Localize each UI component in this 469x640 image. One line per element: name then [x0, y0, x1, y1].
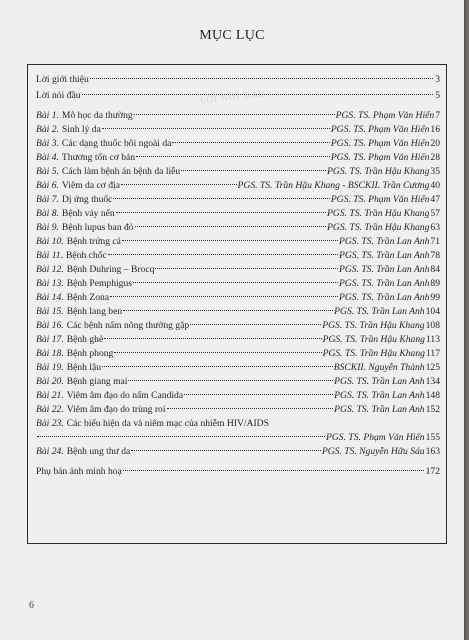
lesson-number: Bài 1.: [36, 110, 59, 121]
lesson-title: Bệnh chốc: [66, 250, 107, 261]
lesson-author: PGS. TS. Phạm Văn Hiển: [330, 138, 430, 149]
lesson-number: Bài 7.: [36, 194, 59, 205]
page-reference: 152: [425, 404, 440, 415]
dot-leader: [131, 450, 321, 451]
lesson-author: PGS. TS. Trần Lan Anh: [334, 376, 425, 387]
page-reference: 40: [430, 180, 440, 191]
lesson-number: Bài 9.: [36, 222, 59, 233]
dot-leader: [184, 394, 333, 395]
toc-entry: [36, 333, 440, 347]
page-reference: 47: [430, 194, 440, 205]
dot-leader: [133, 282, 338, 283]
lesson-number: Bài 17.: [36, 334, 64, 345]
lesson-number: Bài 4.: [36, 152, 59, 163]
lesson-author: PGS. TS. Phạm Văn Hiển: [330, 152, 430, 163]
lesson-title: Viêm âm đạo do trùng roi: [66, 404, 166, 415]
lesson-author: PGS. TS. Phạm Văn Hiển: [330, 194, 430, 205]
lesson-author: PGS. TS. Trần Lan Anh: [338, 278, 430, 289]
lesson-title: Viêm âm đạo do nấm Candida: [66, 390, 184, 401]
lesson-title: Thương tổn cơ bản: [61, 152, 136, 163]
lesson-author: PGS. TS. Trần Lan Anh: [334, 306, 425, 317]
page-reference: 63: [430, 222, 440, 233]
lesson-title: Bệnh ghẻ: [66, 334, 104, 345]
lesson-number: Bài 24.: [36, 446, 64, 457]
page-reference: 7: [435, 110, 440, 121]
lesson-number: Bài 21.: [36, 390, 64, 401]
lesson-title: Phụ bản ảnh minh hoạ: [36, 466, 122, 477]
toc-entry: [36, 465, 440, 479]
lesson-number: Bài 22.: [36, 404, 64, 415]
dot-leader: [122, 240, 338, 241]
page-reference: 163: [425, 446, 440, 457]
page-title: MỤC LỤC: [199, 28, 265, 43]
page-reference: 35: [430, 166, 440, 177]
toc-entry: [36, 347, 440, 361]
toc-entry: [36, 431, 440, 445]
lesson-number: Bài 19.: [36, 362, 64, 373]
toc-entry: [36, 151, 440, 165]
page-reference: 89: [430, 278, 440, 289]
lesson-author: PGS. TS. Nguyễn Hữu Sáu: [321, 446, 425, 457]
toc-entry: [36, 277, 440, 291]
lesson-number: Bài 13.: [36, 278, 64, 289]
lesson-author: PGS. TS. Trần Hậu Khang: [322, 348, 425, 359]
page-number: 6: [29, 600, 34, 611]
page-reference: 71: [430, 236, 440, 247]
lesson-author: PGS. TS. Trần Lan Anh: [338, 264, 430, 275]
page-reference: 57: [430, 208, 440, 219]
lesson-author: PGS. TS. Phạm Văn Hiển: [326, 432, 425, 443]
lesson-number: Bài 3.: [36, 138, 59, 149]
lesson-author: PGS. TS. Trần Hậu Khang: [322, 334, 425, 345]
toc-entry: [36, 221, 440, 235]
toc-entry: [36, 291, 440, 305]
page-reference: 108: [425, 320, 440, 331]
dot-leader: [123, 310, 333, 311]
lesson-title: Dị ứng thuốc: [61, 194, 113, 205]
toc-entry: [36, 389, 440, 403]
lesson-title: Lời giới thiệu: [36, 74, 89, 85]
dot-leader: [102, 128, 330, 129]
bleed-through-text: LỜI NÓI ĐẦU: [199, 88, 267, 106]
toc-entry: [36, 109, 440, 123]
page-reference: 104: [425, 306, 440, 317]
lesson-number: Bài 8.: [36, 208, 59, 219]
lesson-title: Các bệnh nấm nông thường gặp: [66, 320, 190, 331]
lesson-number: Bài 11.: [36, 250, 64, 261]
dot-leader: [134, 114, 335, 115]
lesson-author: PGS. TS. Trần Lan Anh: [334, 404, 425, 415]
lesson-number: Bài 18.: [36, 348, 64, 359]
dot-leader: [108, 254, 338, 255]
page-reference: 117: [425, 348, 440, 359]
dot-leader: [90, 78, 433, 79]
lesson-author: PGS. TS. Trần Hậu Khang: [322, 320, 425, 331]
page-reference: 16: [430, 124, 440, 135]
toc-entry: [36, 249, 440, 263]
page-reference: 3: [435, 74, 440, 85]
toc-entry: [36, 417, 440, 431]
dot-leader: [128, 380, 333, 381]
lesson-title: Bệnh trứng cá: [66, 236, 121, 247]
lesson-author: PGS. TS. Trần Hậu Khang - BSCKII. Trần Cương: [237, 180, 430, 191]
lesson-author: PGS. TS. Trần Lan Anh: [334, 390, 425, 401]
lesson-author: BSCKII. Nguyễn Thành: [333, 362, 425, 373]
toc-entry: [36, 73, 440, 87]
toc-entry: [36, 403, 440, 417]
dot-leader: [167, 408, 334, 409]
lesson-title: Bệnh vảy nến: [61, 208, 115, 219]
page-reference: 20: [430, 138, 440, 149]
toc-frame: [27, 64, 447, 544]
lesson-title: Bệnh ung thư da: [66, 446, 131, 457]
dot-leader: [181, 170, 326, 171]
page-reference: 172: [425, 466, 440, 477]
toc-entry: [36, 123, 440, 137]
dot-leader: [114, 352, 321, 353]
lesson-title: Bệnh lậu: [66, 362, 102, 373]
lesson-author: PGS. TS. Trần Lan Anh: [338, 250, 430, 261]
page-reference: 113: [425, 334, 440, 345]
dot-leader: [155, 268, 338, 269]
toc-entry: [36, 319, 440, 333]
lesson-title: Bệnh Pemphigus: [66, 278, 133, 289]
lesson-number: Bài 6.: [36, 180, 59, 191]
toc-entry: [36, 263, 440, 277]
page-reference: 155: [425, 432, 440, 443]
page-reference: 5: [435, 90, 440, 101]
lesson-title: Bệnh Duhring – Brocq: [66, 264, 155, 275]
toc-entry: [36, 375, 440, 389]
lesson-title: Bệnh lupus ban đỏ: [61, 222, 134, 233]
lesson-title: Viêm da cơ địa: [61, 180, 120, 191]
toc-entry: [36, 165, 440, 179]
lesson-title: Mô học da thường: [61, 110, 133, 121]
dot-leader: [172, 142, 329, 143]
toc-entry: [36, 305, 440, 319]
toc-entry: [36, 137, 440, 151]
dot-leader: [190, 324, 321, 325]
lesson-author: PGS. TS. Trần Hậu Khang: [327, 222, 430, 233]
toc-entry: [36, 445, 440, 459]
lesson-author: PGS. TS. Phạm Văn Hiển: [330, 124, 430, 135]
page-reference: 134: [425, 376, 440, 387]
dot-leader: [136, 156, 330, 157]
dot-leader: [116, 212, 326, 213]
toc-entry: [36, 361, 440, 375]
lesson-author: PGS. TS. Trần Hậu Khang: [327, 208, 430, 219]
page-reference: 84: [430, 264, 440, 275]
lesson-number: Bài 14.: [36, 292, 64, 303]
dot-leader: [123, 470, 424, 471]
dot-leader: [135, 226, 326, 227]
page-reference: 99: [430, 292, 440, 303]
lesson-title: Bệnh Zona: [66, 292, 110, 303]
lesson-number: Bài 16.: [36, 320, 64, 331]
dot-leader: [82, 94, 434, 95]
page-reference: 78: [430, 250, 440, 261]
lesson-number: Bài 2.: [36, 124, 59, 135]
lesson-author: PGS. TS. Trần Hậu Khang: [327, 166, 430, 177]
lesson-title: Bệnh giang mai: [66, 376, 128, 387]
toc-entry: [36, 89, 440, 103]
toc-entry: [36, 193, 440, 207]
lesson-number: Bài 15.: [36, 306, 64, 317]
lesson-title: Lời nói đầu: [36, 90, 81, 101]
toc-entry: [36, 235, 440, 249]
lesson-title: Cách làm bệnh án bệnh da liễu: [61, 166, 181, 177]
lesson-number: Bài 23.: [36, 418, 64, 429]
dot-leader: [37, 436, 325, 437]
lesson-title: Sinh lý da: [61, 124, 101, 135]
toc-entry: [36, 207, 440, 221]
dot-leader: [110, 296, 338, 297]
page-reference: 28: [430, 152, 440, 163]
lesson-title: Các dạng thuốc bôi ngoài da: [61, 138, 172, 149]
dot-leader: [102, 366, 333, 367]
page-reference: 148: [425, 390, 440, 401]
lesson-number: Bài 5.: [36, 166, 59, 177]
dot-leader: [104, 338, 321, 339]
lesson-title: Bệnh phong: [66, 348, 114, 359]
lesson-number: Bài 20.: [36, 376, 64, 387]
lesson-author: PGS. TS. Phạm Văn Hiển: [335, 110, 435, 121]
lesson-title: Các biểu hiện da và niêm mạc của nhiễm HIV/AIDS: [66, 418, 269, 429]
toc-entry: [36, 179, 440, 193]
dot-leader: [121, 184, 237, 185]
lesson-number: Bài 12.: [36, 264, 64, 275]
lesson-author: PGS. TS. Trần Lan Anh: [338, 292, 430, 303]
lesson-author: PGS. TS. Trần Lan Anh: [338, 236, 430, 247]
page-reference: 125: [425, 362, 440, 373]
dot-leader: [113, 198, 329, 199]
lesson-number: Bài 10.: [36, 236, 64, 247]
lesson-title: Bệnh lang ben: [66, 306, 123, 317]
